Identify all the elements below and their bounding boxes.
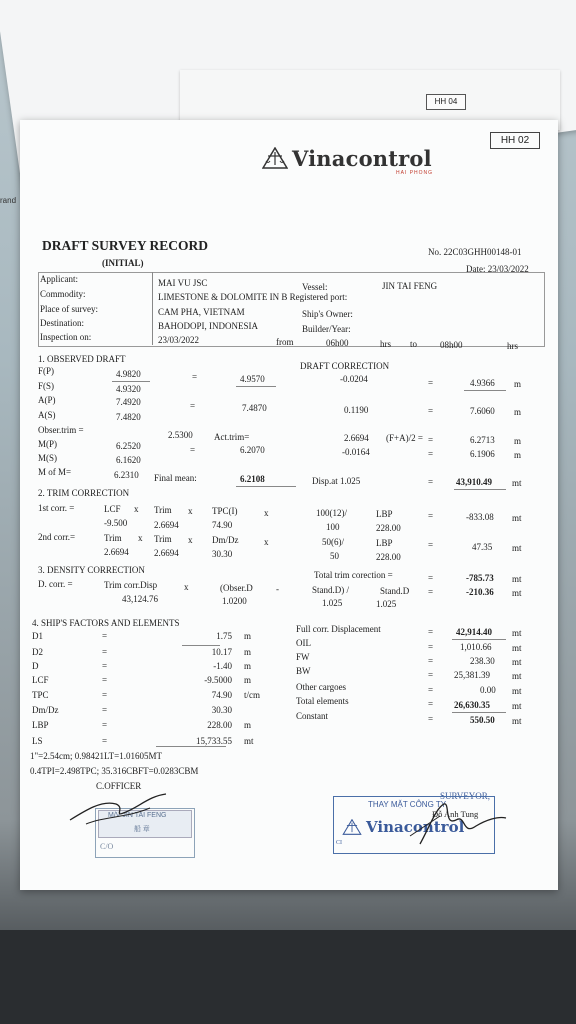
brand-name: Vinacontrol: [292, 145, 432, 171]
dmdz-value: 30.30: [212, 549, 233, 559]
a-corrected-value: 7.6060: [470, 406, 495, 416]
owner-label: Ship's Owner:: [302, 309, 353, 319]
from-label: from: [276, 337, 294, 347]
times-sign: x: [188, 506, 193, 516]
h50-value: 50: [330, 551, 339, 561]
vinacontrol-logo: [262, 143, 432, 173]
obs-trim-value: 2.5300: [168, 430, 193, 440]
ms-value: 6.1620: [116, 455, 141, 465]
section-observed-draft: 1. OBSERVED DRAFT: [38, 354, 126, 364]
h50-header: 50(6)/: [322, 537, 344, 547]
density-corr-result: -210.36: [466, 587, 494, 597]
mofm-label: M of M=: [38, 467, 72, 477]
second-corr-result: 47.35: [472, 542, 493, 552]
unit-mt: mt: [512, 588, 522, 598]
unit-m: m: [514, 407, 522, 417]
trim-value: 2.6694: [154, 548, 179, 558]
info-box: [38, 272, 545, 347]
fw-label: FW: [296, 652, 310, 662]
lbp-header: LBP: [376, 538, 393, 548]
f-corrected-value: 4.9366: [470, 378, 495, 388]
other-cargoes-label: Other cargoes: [296, 682, 347, 692]
unit-mt: mt: [512, 686, 522, 696]
lbp-value: 228.00: [376, 552, 401, 562]
total-trim-label: Total trim corection =: [314, 570, 393, 580]
fw-value: 238.30: [470, 656, 495, 666]
factor-unit: m: [244, 661, 252, 671]
applicant-value: MAI VU JSC: [158, 278, 208, 288]
chief-officer-label: C.OFFICER: [96, 781, 142, 791]
equals-sign: =: [102, 647, 108, 657]
factor-label: D: [32, 661, 39, 671]
equals-sign: =: [428, 670, 434, 680]
unit-mt: mt: [512, 478, 522, 488]
section-ships-factors: 4. SHIP'S FACTORS AND ELEMENTS: [32, 618, 180, 628]
factor-label: D1: [32, 631, 43, 641]
mofm-value: 6.2310: [114, 470, 139, 480]
fp-label: F(P): [38, 366, 55, 376]
section-density-correction: 3. DENSITY CORRECTION: [38, 565, 145, 575]
underline: [464, 390, 506, 391]
equals-sign: =: [428, 540, 434, 550]
equals-sign: =: [102, 705, 108, 715]
section-draft-correction: DRAFT CORRECTION: [300, 361, 390, 371]
factor-label: TPC: [32, 690, 49, 700]
equals-sign: =: [428, 627, 434, 637]
trim-value: 2.6694: [104, 547, 129, 557]
factor-value: 228.00: [207, 720, 232, 730]
minus-sign: -: [276, 584, 279, 594]
f-correction-value: -0.0204: [340, 374, 368, 384]
ship-stamp-name: M/V JIN TAI FENG: [108, 812, 167, 819]
stand-d1-header: Stand.D) /: [312, 585, 349, 595]
constant-value: 550.50: [470, 715, 495, 725]
equals-sign: =: [102, 675, 108, 685]
equals-sign: =: [428, 656, 434, 666]
m-mean-value: 6.2070: [240, 445, 265, 455]
unit-mt: mt: [512, 701, 522, 711]
equals-sign: =: [102, 631, 108, 641]
equals-sign: =: [428, 511, 434, 521]
co-label: C/O: [100, 842, 114, 851]
factor-value: 15,733.55: [196, 736, 232, 746]
obser-d-value: 1.0200: [222, 596, 247, 606]
equals-sign: =: [190, 445, 196, 455]
full-corr-value: 42,914.40: [456, 627, 492, 637]
applicant-label: Applicant:: [40, 274, 78, 284]
dark-surface: [0, 930, 576, 1024]
factor-value: 10.17: [211, 647, 232, 657]
equals-sign: =: [428, 477, 434, 487]
equals-sign: =: [102, 690, 108, 700]
stand-d2-value: 1.025: [376, 599, 397, 609]
equals-sign: =: [428, 642, 434, 652]
underline: [156, 746, 226, 747]
trim-disp-value: 43,124.76: [122, 594, 158, 604]
page-title: DRAFT SURVEY RECORD: [42, 238, 209, 253]
brand-subtitle: HAI PHONG: [396, 170, 434, 176]
factor-unit: m: [244, 647, 252, 657]
to-label: to: [410, 339, 418, 349]
times-sign: x: [264, 537, 269, 547]
fs-value: 4.9320: [116, 384, 141, 394]
ap-label: A(P): [38, 395, 56, 405]
place-label: Place of survey:: [40, 304, 98, 314]
factor-label: LBP: [32, 720, 49, 730]
second-corr-label: 2nd corr.=: [38, 532, 76, 542]
lcf-header: LCF: [104, 504, 121, 514]
underline: [112, 381, 150, 382]
commodity-label: Commodity:: [40, 289, 86, 299]
times-sign: x: [184, 582, 189, 592]
surveyor-label: SURVEYOR,: [440, 791, 491, 801]
dcorr-label: D. corr. =: [38, 579, 73, 589]
equals-sign: =: [428, 714, 434, 724]
full-corr-label: Full corr. Displacement: [296, 624, 381, 634]
dmdz-header: Dm/Dz: [212, 535, 239, 545]
equals-sign: =: [102, 736, 108, 746]
as-label: A(S): [38, 410, 56, 420]
unit-mt: mt: [512, 628, 522, 638]
conversion-note: 0.4TPI=2.498TPC; 35.316CBFT=0.0283CBM: [30, 766, 199, 776]
lcf-value: -9.500: [104, 518, 128, 528]
stamp-ci: CI: [336, 840, 342, 846]
equals-sign: =: [192, 372, 198, 382]
hh02-tag: HH 02: [490, 132, 540, 149]
builder-label: Builder/Year:: [302, 324, 351, 334]
trim-disp-header: Trim corr.Disp: [104, 580, 158, 590]
factor-value: -1.40: [213, 661, 232, 671]
surveyor-name: Đỗ Anh Tung: [432, 809, 479, 819]
h100-header: 100(12)/: [316, 508, 347, 518]
unit-mt: mt: [512, 574, 522, 584]
factor-unit: m: [244, 631, 252, 641]
times-sign: x: [134, 504, 139, 514]
stand-d1-value: 1.025: [322, 598, 343, 608]
a-mean-value: 7.4870: [242, 403, 267, 413]
bw-value: 25,381.39: [454, 670, 490, 680]
constant-label: Constant: [296, 711, 329, 721]
officer-signature-icon: [66, 790, 176, 830]
equals-sign: =: [428, 378, 434, 388]
factor-value: 30.30: [211, 705, 232, 715]
unit-mt: mt: [512, 543, 522, 553]
tpc-header: TPC(I): [212, 506, 238, 516]
section-trim-correction: 2. TRIM CORRECTION: [38, 488, 130, 498]
f-mean-value: 4.9570: [240, 374, 265, 384]
tpc-value: 74.90: [212, 520, 233, 530]
hrs-label: hrs: [380, 339, 391, 349]
bw-label: BW: [296, 666, 311, 676]
total-elements-value: 26,630.35: [454, 700, 490, 710]
factor-unit: m: [244, 675, 252, 685]
destination-value: BAHODOPI, INDONESIA: [158, 321, 258, 331]
unit-m: m: [514, 450, 522, 460]
trim-header: Trim: [104, 533, 122, 543]
equals-sign: =: [102, 720, 108, 730]
factor-value: 1.75: [216, 631, 232, 641]
oil-value: 1,010.66: [460, 642, 492, 652]
lbp-value: 228.00: [376, 523, 401, 533]
underline: [454, 489, 506, 490]
unit-mt: mt: [512, 671, 522, 681]
factor-label: Dm/Dz: [32, 705, 59, 715]
obser-d-header: (Obser.D: [220, 583, 253, 593]
equals-sign: =: [428, 406, 434, 416]
ms-label: M(S): [38, 453, 58, 463]
underline: [182, 645, 220, 646]
total-trim-value: -785.73: [466, 573, 494, 583]
left-edge-text: rand: [0, 196, 17, 205]
unit-m: m: [514, 379, 522, 389]
to-time: 08h00: [440, 340, 463, 350]
factor-label: LS: [32, 736, 43, 746]
fs-label: F(S): [38, 381, 55, 391]
act-trim-value: 2.6694: [344, 433, 369, 443]
underline: [452, 639, 506, 640]
factor-unit: m: [244, 720, 252, 730]
factor-label: LCF: [32, 675, 49, 685]
equals-sign: =: [428, 449, 434, 459]
equals-sign: =: [428, 699, 434, 709]
oil-label: OIL: [296, 638, 311, 648]
lbp-header: LBP: [376, 509, 393, 519]
underline: [236, 386, 276, 387]
hrs-label: hrs: [507, 341, 518, 351]
trim-header: Trim: [154, 534, 172, 544]
thay-mat-label: THAY MẶT CÔNG TY: [368, 800, 447, 809]
factor-unit: mt: [244, 736, 254, 746]
equals-sign: =: [428, 587, 434, 597]
final-mean-label: Final mean:: [154, 473, 197, 483]
mp-value: 6.2520: [116, 441, 141, 451]
place-value: CAM PHA, VIETNAM: [158, 307, 245, 317]
equals-sign: =: [190, 401, 196, 411]
total-elements-label: Total elements: [296, 696, 349, 706]
mp-label: M(P): [38, 439, 58, 449]
commodity-value: LIMESTONE & DOLOMITE IN B Registered port:: [158, 292, 348, 302]
equals-sign: =: [428, 685, 434, 695]
times-sign: x: [138, 533, 143, 543]
act-trim-label: Act.trim=: [214, 432, 250, 442]
inspection-label: Inspection on:: [40, 332, 92, 342]
trim-value: 2.6694: [154, 520, 179, 530]
obs-trim-label: Obser.trim =: [38, 425, 84, 435]
stamp-brand: Vinacontrol: [366, 818, 465, 836]
unit-mt: mt: [512, 716, 522, 726]
unit-mt: mt: [512, 643, 522, 653]
other-cargoes-value: 0.00: [480, 685, 496, 695]
first-corr-label: 1st corr. =: [38, 503, 75, 513]
page-subtitle: (INITIAL): [102, 258, 144, 268]
underline: [452, 712, 506, 713]
a-correction-value: 0.1190: [344, 405, 369, 415]
ap-value: 7.4920: [116, 397, 141, 407]
equals-sign: =: [102, 661, 108, 671]
h100-value: 100: [326, 522, 340, 532]
factor-value: 74.90: [211, 690, 232, 700]
factor-unit: t/cm: [244, 690, 260, 700]
ship-stamp-chinese: 船 章: [134, 825, 150, 833]
hh04-tag: HH 04: [426, 94, 466, 110]
trim-header: Trim: [154, 505, 172, 515]
info-divider: [152, 272, 153, 345]
equals-sign: =: [428, 573, 434, 583]
unit-m: m: [514, 436, 522, 446]
vessel-value: JIN TAI FENG: [382, 281, 438, 291]
displacement-value: 43,910.49: [456, 477, 492, 487]
record-number: No. 22C03GHH00148-01: [428, 247, 522, 257]
equals-sign: =: [428, 435, 434, 445]
underline: [236, 486, 296, 487]
fa2-label: (F+A)/2 =: [386, 433, 423, 443]
factor-value: -9.5000: [204, 675, 232, 685]
disp-label: Disp.at 1.025: [312, 476, 361, 486]
final-mean-value: 6.2108: [240, 474, 265, 484]
times-sign: x: [188, 535, 193, 545]
vessel-label: Vessel:: [302, 282, 328, 292]
destination-label: Destination:: [40, 318, 84, 328]
scales-logo-icon: [262, 147, 288, 169]
from-time: 06h00: [326, 338, 349, 348]
times-sign: x: [264, 508, 269, 518]
as-value: 7.4820: [116, 412, 141, 422]
record-date: Date: 23/03/2022: [466, 264, 529, 274]
surveyor-signature-icon: [400, 796, 510, 848]
conversion-note: 1"=2.54cm; 0.98421LT=1.01605MT: [30, 751, 162, 761]
stand-d2-header: Stand.D: [380, 586, 410, 596]
fp-value: 4.9820: [116, 369, 141, 379]
first-corr-result: -833.08: [466, 512, 494, 522]
scales-logo-icon: [342, 819, 362, 835]
inspection-date: 23/03/2022: [158, 335, 200, 345]
fa2-value: 6.2713: [470, 435, 495, 445]
factor-label: D2: [32, 647, 43, 657]
m-correction-value: -0.0164: [342, 447, 370, 457]
unit-mt: mt: [512, 657, 522, 667]
m-corrected-value: 6.1906: [470, 449, 495, 459]
unit-mt: mt: [512, 513, 522, 523]
